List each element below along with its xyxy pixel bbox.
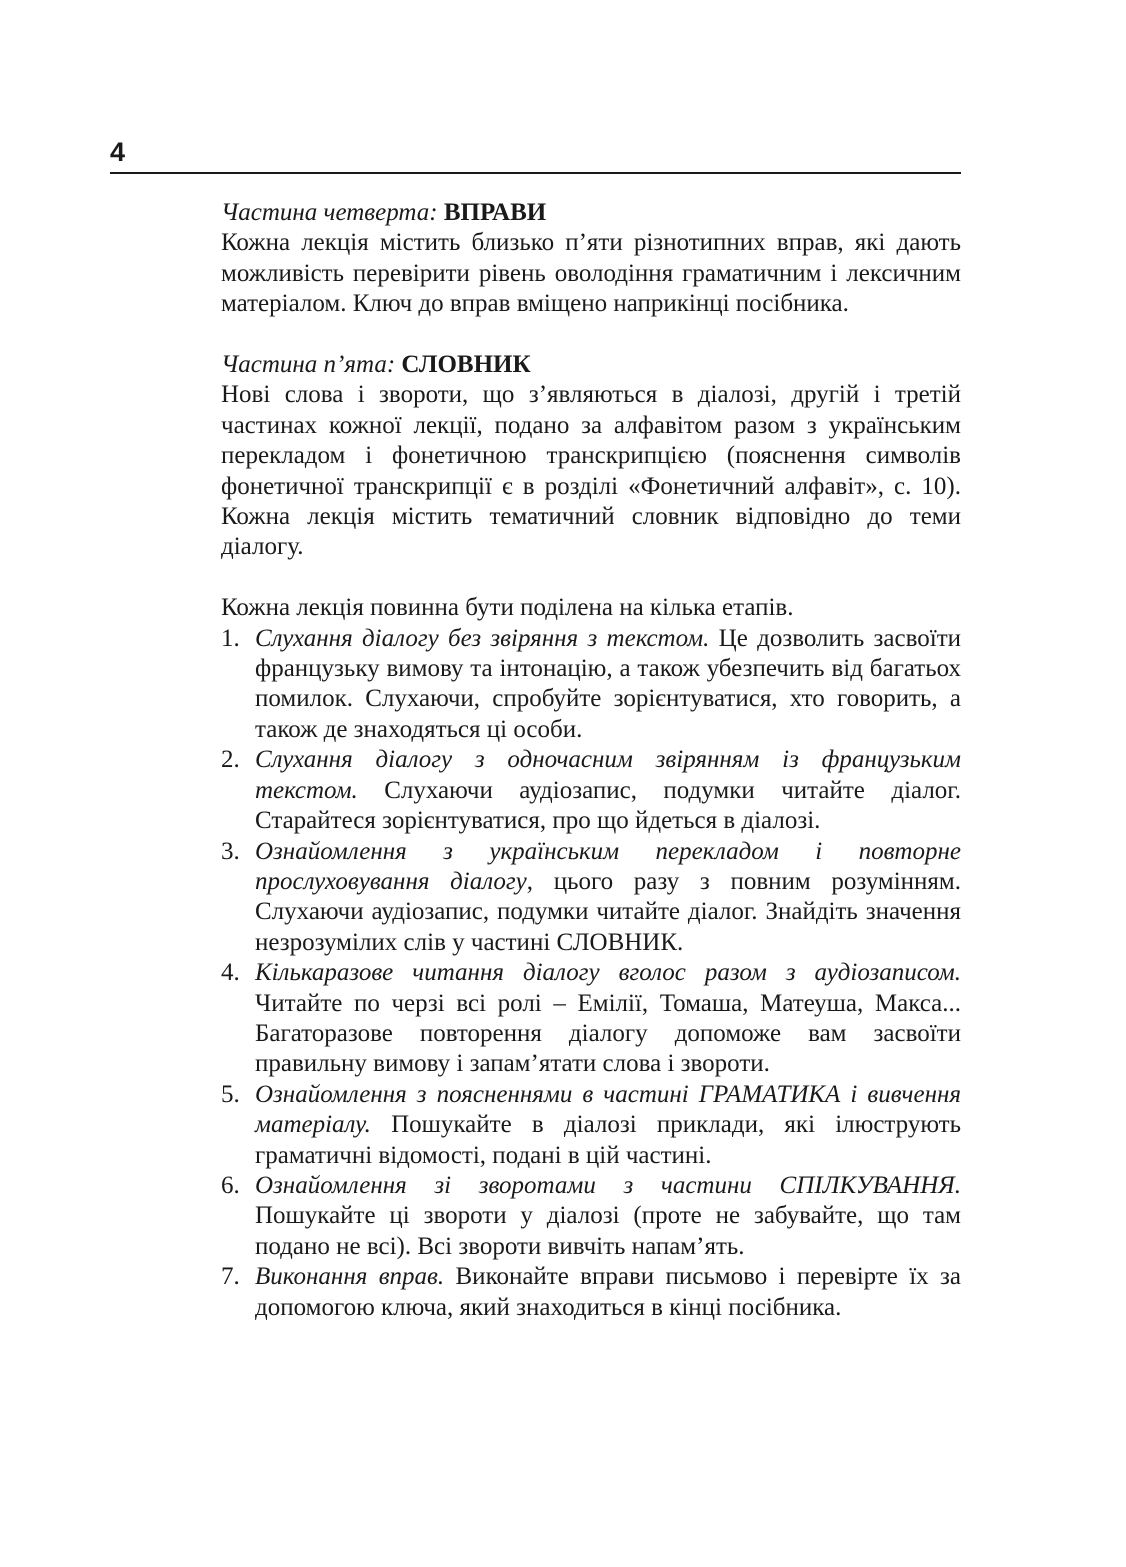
page-number: 4 — [110, 137, 126, 167]
stage-number: 6. — [221, 1171, 240, 1199]
stages-intro: Кожна лекція повинна бути поділена на кілька етапів. — [221, 594, 794, 622]
stage-text: Читайте по черзі всі ролі – Емілії, Томаша, Матеуша, Макса... Багаторазове повторення діалогу допоможе вам засвоїти правильну вимову і запам’ятати слова і звороти. — [255, 989, 961, 1078]
section-label: Частина четверта: — [221, 199, 438, 226]
stage-number: 2. — [221, 746, 240, 774]
stage-lead: Слухання діалогу без звіряння з текстом. — [255, 624, 710, 652]
stage-item — [221, 624, 961, 746]
stage-lead: Ознайомлення з поясненнями в частині ГРАМАТИКА і вивчення матеріалу. — [255, 1080, 961, 1139]
stage-text: , цього разу з повним розумінням. Слухаючи аудіозапис, подумки читайте діалог. Знайдіть значення незрозумілих слів у частині СЛОВНИК. — [255, 867, 961, 956]
stage-text: Пошукайте в діалозі приклади, які ілюструють граматичні відомості, подані в цій частині. — [255, 1111, 961, 1169]
stage-text: Це дозволить засвоїти французьку вимову та інтонацію, а також убезпечить від багатьох помилок. Слухаючи, спробуйте зорієнтуватися, хто говорить, а також де знаходяться ці особи. — [255, 624, 961, 743]
paragraph-gap — [221, 563, 961, 593]
header-rule — [110, 172, 961, 174]
stage-number: 3. — [221, 837, 240, 865]
stage-item — [221, 1171, 961, 1262]
stage-item — [221, 1080, 961, 1171]
stage-lead: Слухання діалогу з одночасним звірянням із французьким текстом. — [255, 746, 961, 804]
page-content — [221, 198, 961, 1323]
stages-list — [221, 624, 961, 1323]
stage-item — [221, 1262, 961, 1323]
stage-number: 5. — [221, 1080, 240, 1108]
stage-item — [221, 837, 961, 959]
stage-number: 1. — [221, 624, 240, 652]
stage-text: Виконайте вправи письмово і перевірте їх за допомогою ключа, який знаходиться в кінці посібника. — [255, 1263, 961, 1321]
stage-number: 4. — [221, 959, 240, 987]
section-body-dictionary: Нові слова і звороти, що з’являються в діалозі, другій і третій частинах кожної лекції, подано за алфавітом разом з українським перекладом і фонетичною транскрипцією (пояснення символів фонетичної транскрипції є в розділі «Фонетичний алфавіт», с. 10). Кожна лекція містить тематичний словник відповідно до теми діалогу. — [221, 381, 961, 561]
stage-item — [221, 958, 961, 1080]
stage-number: 7. — [221, 1263, 240, 1291]
stage-text: Пошукайте ці звороти у діалозі (проте не забувайте, що там подано не всі). Всі звороти вивчіть напам’ять. — [255, 1202, 961, 1260]
section-title: ВПРАВИ — [443, 199, 547, 226]
stage-text: Слухаючи аудіозапис, подумки читайте діалог. Старайтеся зорієнтуватися, про що йдеться в діалозі. — [255, 776, 961, 835]
stage-item — [221, 745, 961, 836]
stage-lead: Ознайомлення з українським перекладом і повторне прослуховування діалогу — [255, 837, 961, 895]
stage-lead: Виконання вправ. — [255, 1263, 445, 1291]
stage-lead: Кількаразове читання діалогу вголос разом з аудіозаписом. — [255, 959, 961, 987]
stage-lead: Ознайомлення зі зворотами з частини СПІЛКУВАННЯ. — [255, 1171, 961, 1199]
section-title: СЛОВНИК — [401, 351, 531, 379]
section-label: Частина п’ята: — [221, 351, 396, 379]
section-heading-dictionary — [221, 350, 961, 380]
paragraph-gap — [221, 320, 961, 350]
section-heading-exercises — [221, 198, 961, 228]
section-body-exercises: Кожна лекція містить близько п’яти різнотипних вправ, які дають можливість перевірити рівень оволодіння граматичним і лексичним матеріалом. Ключ до вправ вміщено наприкінці посібника. — [221, 229, 961, 318]
